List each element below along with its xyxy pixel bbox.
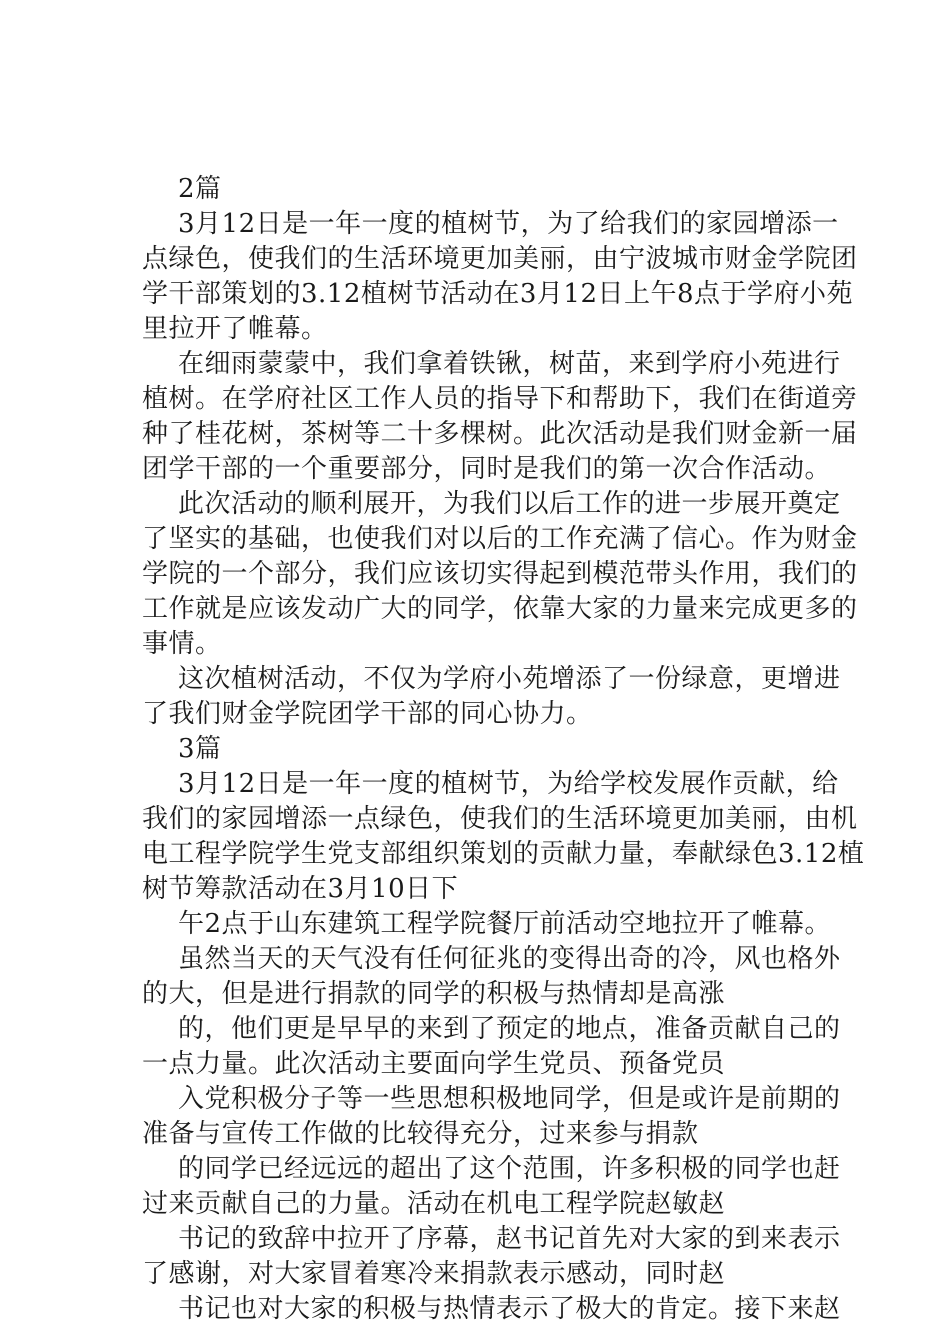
paragraph-line: 3月12日是一年一度的植树节，为了给我们的家园增添一 xyxy=(178,209,839,239)
paragraph-line: 书记也对大家的积极与热情表示了极大的肯定。接下来赵 xyxy=(178,1294,841,1324)
paragraph-line: 我们的家园增添一点绿色，使我们的生活环境更加美丽，由机 xyxy=(142,804,858,834)
paragraph-line: 点绿色，使我们的生活环境更加美丽，由宁波城市财金学院团 xyxy=(142,244,858,274)
paragraph-line: 工作就是应该发动广大的同学，依靠大家的力量来完成更多的 xyxy=(142,594,858,624)
paragraph-line: 学院的一个部分，我们应该切实得起到模范带头作用，我们的 xyxy=(142,559,858,589)
paragraph-line: 准备与宣传工作做的比较得充分，过来参与捐款 xyxy=(142,1119,699,1149)
paragraph-line: 3月12日是一年一度的植树节，为给学校发展作贡献，给 xyxy=(178,769,839,799)
paragraph-line: 电工程学院学生党支部组织策划的贡献力量，奉献绿色3.12植 xyxy=(142,839,865,869)
paragraph-line: 此次活动的顺利展开，为我们以后工作的进一步展开奠定 xyxy=(178,489,841,519)
paragraph-line: 学干部策划的3.12植树节活动在3月12日上午8点于学府小苑 xyxy=(142,279,854,309)
paragraph-line: 午2点于山东建筑工程学院餐厅前活动空地拉开了帷幕。 xyxy=(178,909,832,939)
paragraph-line: 团学干部的一个重要部分，同时是我们的第一次合作活动。 xyxy=(142,454,832,484)
section-heading-3: 3篇 xyxy=(178,734,222,764)
paragraph-line: 的，他们更是早早的来到了预定的地点，准备贡献自己的 xyxy=(178,1014,841,1044)
section-heading-2: 2篇 xyxy=(178,174,222,204)
paragraph-line: 了我们财金学院团学干部的同心协力。 xyxy=(142,699,593,729)
paragraph-line: 的同学已经远远的超出了这个范围，许多积极的同学也赶 xyxy=(178,1154,841,1184)
paragraph-line: 种了桂花树，茶树等二十多棵树。此次活动是我们财金新一届 xyxy=(142,419,858,449)
paragraph-line: 一点力量。此次活动主要面向学生党员、预备党员 xyxy=(142,1049,726,1079)
paragraph-line: 事情。 xyxy=(142,629,222,659)
paragraph-line: 里拉开了帷幕。 xyxy=(142,314,328,344)
paragraph-line: 了坚实的基础，也使我们对以后的工作充满了信心。作为财金 xyxy=(142,524,858,554)
paragraph-line: 这次植树活动，不仅为学府小苑增添了一份绿意，更增进 xyxy=(178,664,841,694)
paragraph-line: 了感谢，对大家冒着寒冷来捐款表示感动，同时赵 xyxy=(142,1259,726,1289)
paragraph-line: 过来贡献自己的力量。活动在机电工程学院赵敏赵 xyxy=(142,1189,726,1219)
paragraph-line: 书记的致辞中拉开了序幕，赵书记首先对大家的到来表示 xyxy=(178,1224,841,1254)
paragraph-line: 虽然当天的天气没有任何征兆的变得出奇的冷，风也格外 xyxy=(178,944,841,974)
paragraph-line: 在细雨蒙蒙中，我们拿着铁锹，树苗，来到学府小苑进行 xyxy=(178,349,841,379)
paragraph-line: 入党积极分子等一些思想积极地同学，但是或许是前期的 xyxy=(178,1084,841,1114)
paragraph-line: 植树。在学府社区工作人员的指导下和帮助下，我们在街道旁 xyxy=(142,384,858,414)
paragraph-line: 的大，但是进行捐款的同学的积极与热情却是高涨 xyxy=(142,979,726,1009)
paragraph-line: 树节筹款活动在3月10日下 xyxy=(142,874,459,904)
